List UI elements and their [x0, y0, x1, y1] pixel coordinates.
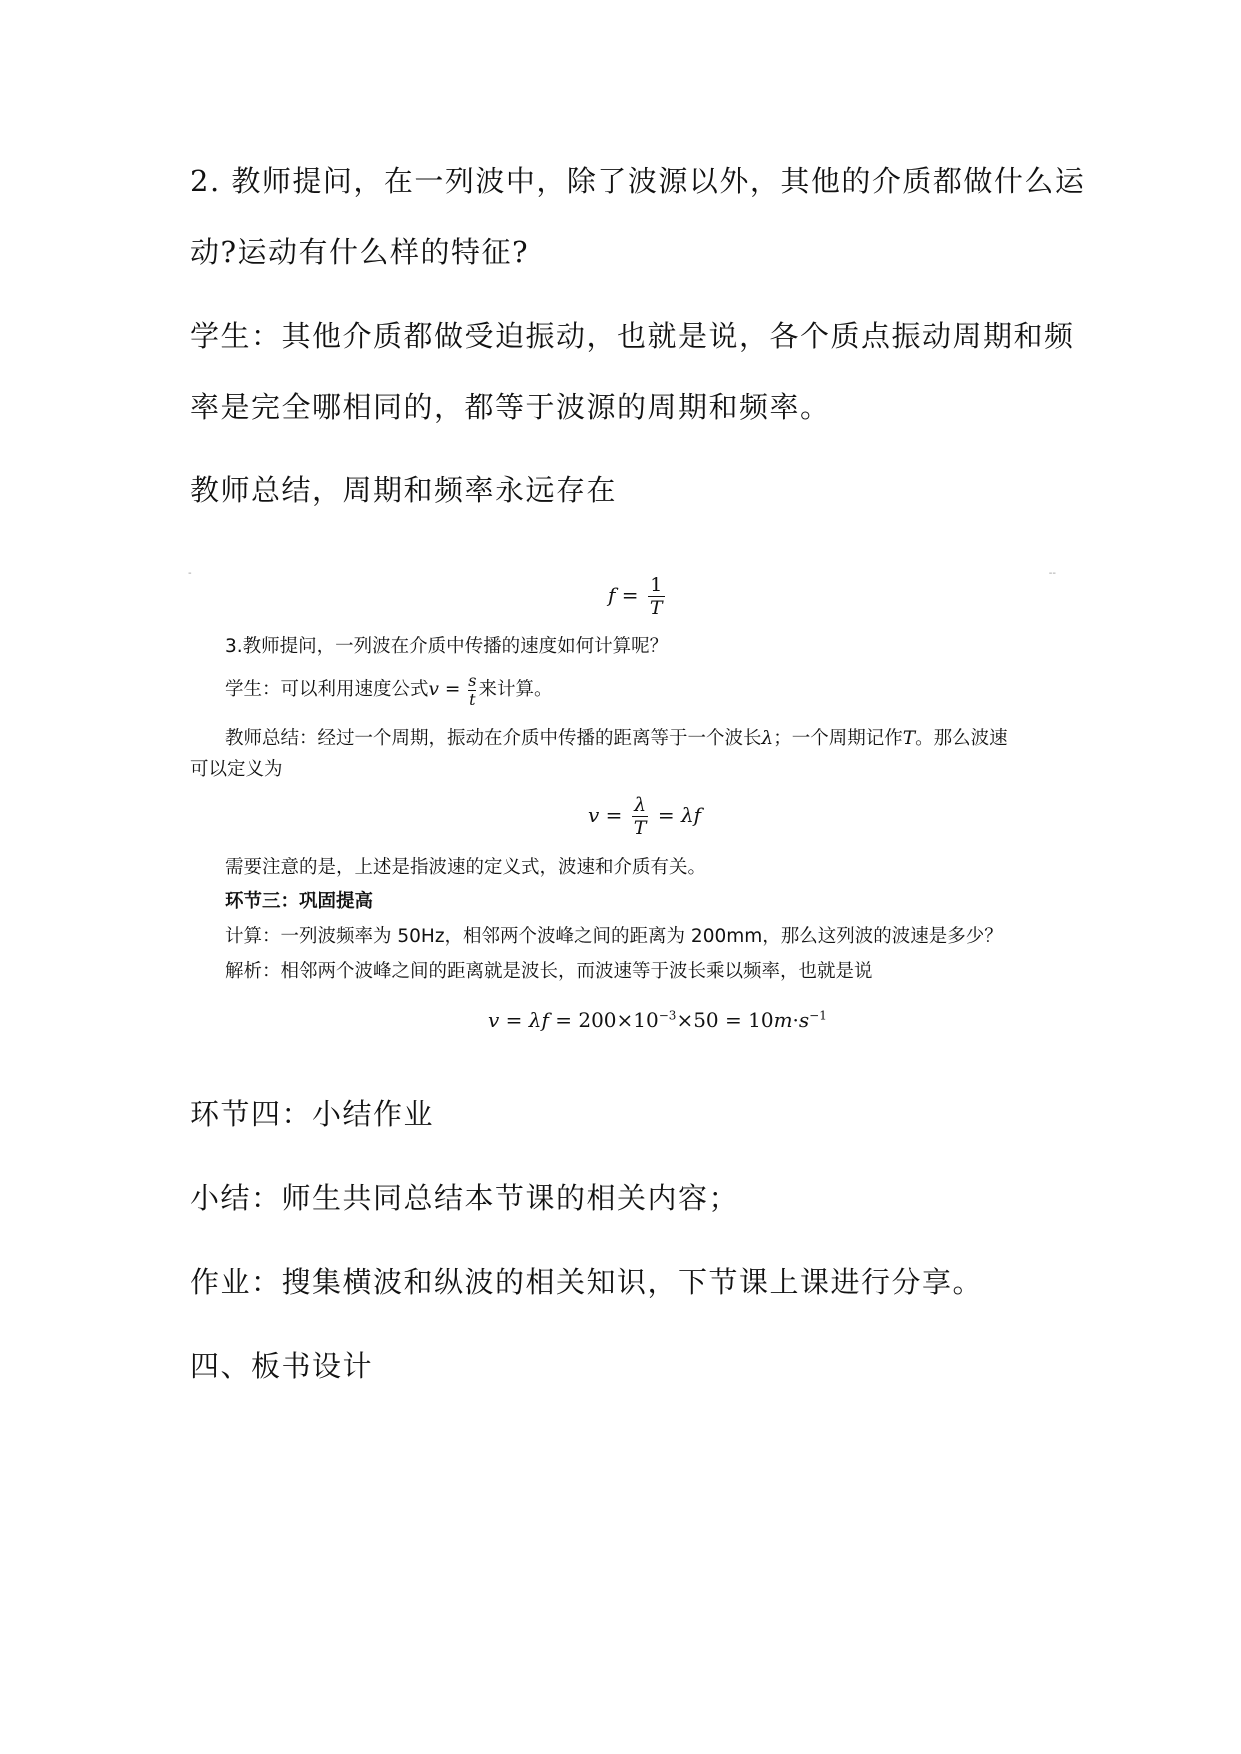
student-speed-formula-line	[225, 668, 552, 712]
final-exponent-1: −3	[658, 1008, 677, 1023]
section-3-title: 环节三：巩固提高	[225, 891, 374, 912]
formula-f-fraction	[648, 574, 665, 619]
embedded-lesson-image	[188, 568, 1056, 1048]
student-fraction	[468, 672, 476, 709]
board-design-heading: 四、板书设计	[190, 1349, 374, 1383]
final-eq1: =	[499, 1008, 529, 1032]
question-3: 3.教师提问，一列波在介质中传播的速度如何计算呢？	[225, 636, 669, 657]
teacher-summary-line-1	[225, 727, 1008, 751]
teacher-line1-b: ；一个周期记作	[773, 728, 903, 749]
student-answer-line-2: 率是完全哪相同的，都等于波源的周期和频率。	[190, 390, 831, 424]
final-lambda-f: λf	[528, 1008, 549, 1032]
formula-v-eq2: =	[651, 803, 681, 827]
student-answer-line-1: 学生：其他介质都做受迫振动，也就是说，各个质点振动周期和频	[190, 319, 1075, 353]
formula-v-numerator: λ	[634, 794, 647, 816]
summary: 小结：师生共同总结本节课的相关内容；	[190, 1181, 740, 1215]
final-m: m	[773, 1008, 793, 1032]
formula-v-rhs: λf	[680, 803, 702, 827]
teacher-T: T	[902, 728, 916, 749]
calculation-problem: 计算：一列波频率为 50Hz，相邻两个波峰之间的距离为 200mm，那么这列波的波速是多少？	[225, 926, 1003, 947]
image-corner-mark-right: ‐‐	[1048, 568, 1056, 579]
section-4-title: 环节四：小结作业	[190, 1097, 435, 1131]
question-2-line-1: 2. 教师提问，在一列波中，除了波源以外，其他的介质都做什么运	[190, 164, 1086, 198]
final-exponent-2: −1	[809, 1008, 827, 1023]
student-fraction-num: s	[468, 670, 477, 690]
formula-final-calculation	[488, 1008, 827, 1032]
note-definition: 需要注意的是，上述是指波速的定义式，波速和介质有关。	[225, 857, 707, 878]
formula-v-lhs: v	[588, 803, 600, 827]
student-suffix: 来计算。	[478, 679, 553, 700]
student-prefix: 学生：可以利用速度公式	[225, 679, 429, 700]
formula-v-denominator: T	[633, 817, 647, 839]
final-s: s	[798, 1008, 810, 1032]
formula-frequency	[608, 574, 668, 619]
final-dot: ·	[792, 1008, 799, 1032]
student-v: v	[428, 679, 439, 700]
student-fraction-den: t	[469, 689, 476, 709]
formula-v-fraction	[632, 794, 649, 839]
formula-f-denominator: T	[649, 597, 663, 619]
homework: 作业：搜集横波和纵波的相关知识，下节课上课进行分享。	[190, 1265, 984, 1299]
teacher-line1-c: 。那么波速	[915, 728, 1008, 749]
student-eq: =	[438, 679, 467, 700]
teacher-line1-a: 教师总结：经过一个周期，振动在介质中传播的距离等于一个波长	[225, 728, 762, 749]
teacher-summary-line-2: 可以定义为	[190, 759, 283, 780]
analysis: 解析：相邻两个波峰之间的距离就是波长，而波速等于波长乘以频率，也就是说	[225, 961, 873, 982]
formula-v-eq1: =	[599, 803, 629, 827]
image-corner-mark-left: ‐	[188, 568, 192, 579]
formula-wave-speed	[588, 794, 701, 839]
question-2-line-2: 动?运动有什么样的特征?	[190, 235, 530, 269]
teacher-lambda: λ	[761, 728, 774, 749]
formula-f-numerator: 1	[650, 574, 663, 596]
final-v: v	[488, 1008, 500, 1032]
final-mid: ×50 = 10	[676, 1008, 774, 1032]
final-eq2: = 200×10	[548, 1008, 659, 1032]
formula-f-eq: =	[615, 583, 645, 607]
formula-f-lhs: f	[608, 583, 616, 607]
teacher-summary: 教师总结，周期和频率永远存在	[190, 473, 618, 507]
